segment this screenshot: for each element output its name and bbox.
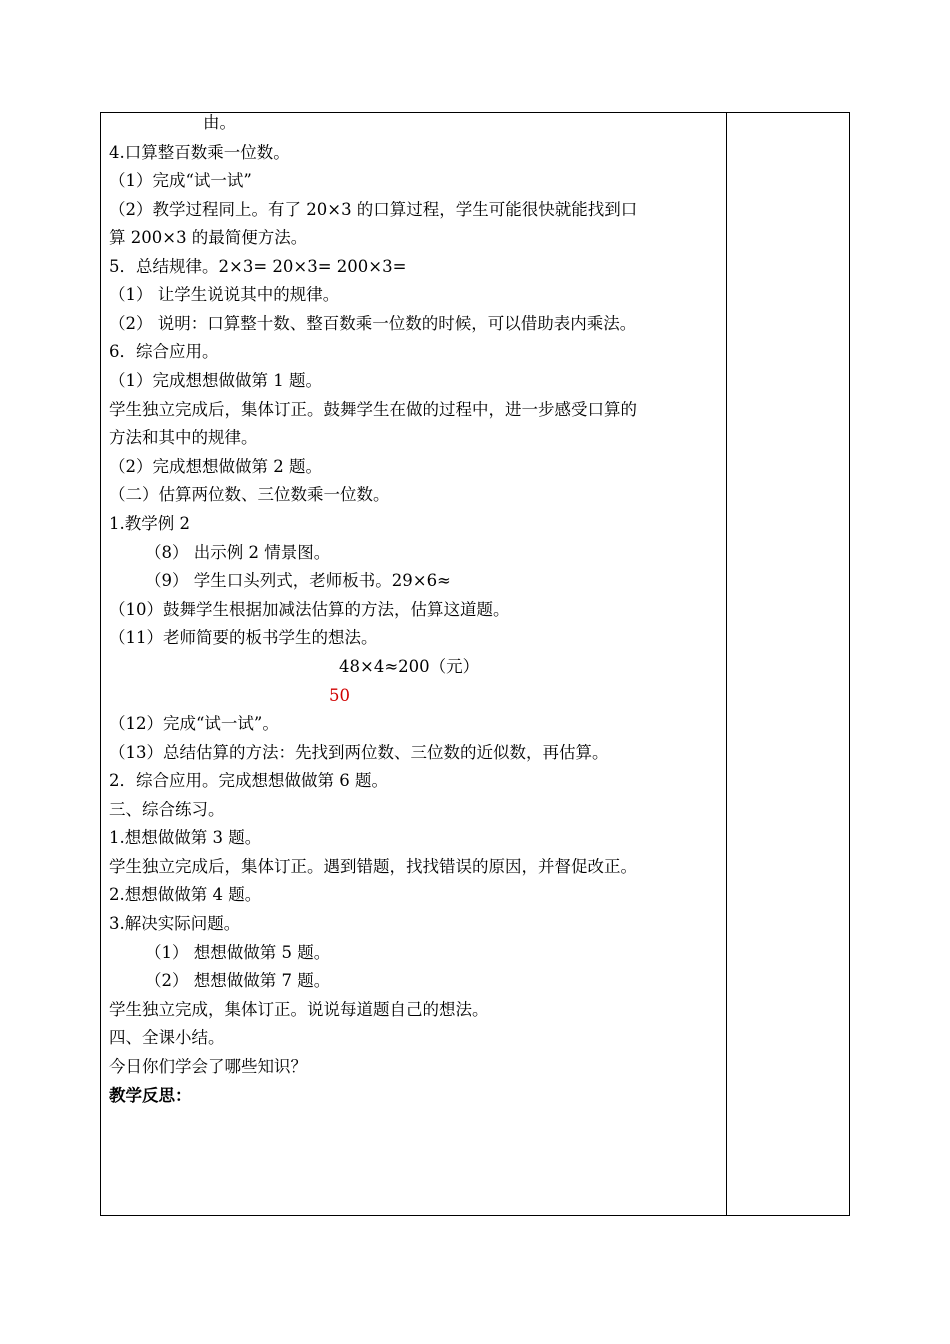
reflection-heading: 教学反思： bbox=[109, 1086, 192, 1105]
text-line: 1.想想做做第 3 题。 bbox=[109, 828, 262, 847]
formula-line: 48×4≈200（元） bbox=[339, 657, 480, 676]
text-line: 学生独立完成后，集体订正。鼓舞学生在做的过程中，进一步感受口算的 bbox=[109, 400, 637, 419]
text-line: 5．总结规律。2×3= 20×3= 200×3= bbox=[109, 257, 407, 276]
text-line: （9） 学生口头列式，老师板书。29×6≈ bbox=[145, 571, 451, 590]
text-line: 4.口算整百数乘一位数。 bbox=[109, 143, 290, 162]
text-line: 由。 bbox=[203, 113, 236, 132]
column-divider bbox=[726, 113, 727, 1215]
text-line: 学生独立完成后，集体订正。遇到错题，找找错误的原因，并督促改正。 bbox=[109, 857, 637, 876]
text-line: 3.解决实际问题。 bbox=[109, 914, 241, 933]
red-annotation: 50 bbox=[329, 686, 350, 705]
text-line: 2．综合应用。完成想想做做第 6 题。 bbox=[109, 771, 388, 790]
text-line: （12）完成“试一试”。 bbox=[109, 714, 279, 733]
text-line: （2） 说明：口算整十数、整百数乘一位数的时候，可以借助表内乘法。 bbox=[109, 314, 637, 333]
text-line: 方法和其中的规律。 bbox=[109, 428, 258, 447]
text-line: 三、综合练习。 bbox=[109, 800, 225, 819]
text-line: （13）总结估算的方法：先找到两位数、三位数的近似数，再估算。 bbox=[109, 743, 609, 762]
text-line: （10）鼓舞学生根据加减法估算的方法，估算这道题。 bbox=[109, 600, 510, 619]
text-line: 算 200×3 的最简便方法。 bbox=[109, 228, 308, 247]
text-line: 学生独立完成，集体订正。说说每道题自己的想法。 bbox=[109, 1000, 489, 1019]
text-line: 今日你们学会了哪些知识？ bbox=[109, 1057, 307, 1076]
lesson-table bbox=[100, 112, 850, 1216]
text-line: （2）教学过程同上。有了 20×3 的口算过程，学生可能很快就能找到口 bbox=[109, 200, 638, 219]
text-line: （1） 想想做做第 5 题。 bbox=[145, 943, 331, 962]
text-line: （2） 想想做做第 7 题。 bbox=[145, 971, 331, 990]
text-line: 1.教学例 2 bbox=[109, 514, 190, 533]
text-line: （1）完成想想做做第 1 题。 bbox=[109, 371, 322, 390]
text-line: 2.想想做做第 4 题。 bbox=[109, 885, 262, 904]
text-line: 6．综合应用。 bbox=[109, 342, 219, 361]
text-line: （二）估算两位数、三位数乘一位数。 bbox=[109, 485, 390, 504]
text-line: 四、全课小结。 bbox=[109, 1028, 225, 1047]
text-line: （11）老师简要的板书学生的想法。 bbox=[109, 628, 378, 647]
text-line: （2）完成想想做做第 2 题。 bbox=[109, 457, 322, 476]
text-line: （1） 让学生说说其中的规律。 bbox=[109, 285, 340, 304]
text-line: （1）完成“试一试” bbox=[109, 171, 252, 190]
text-line: （8） 出示例 2 情景图。 bbox=[145, 543, 331, 562]
